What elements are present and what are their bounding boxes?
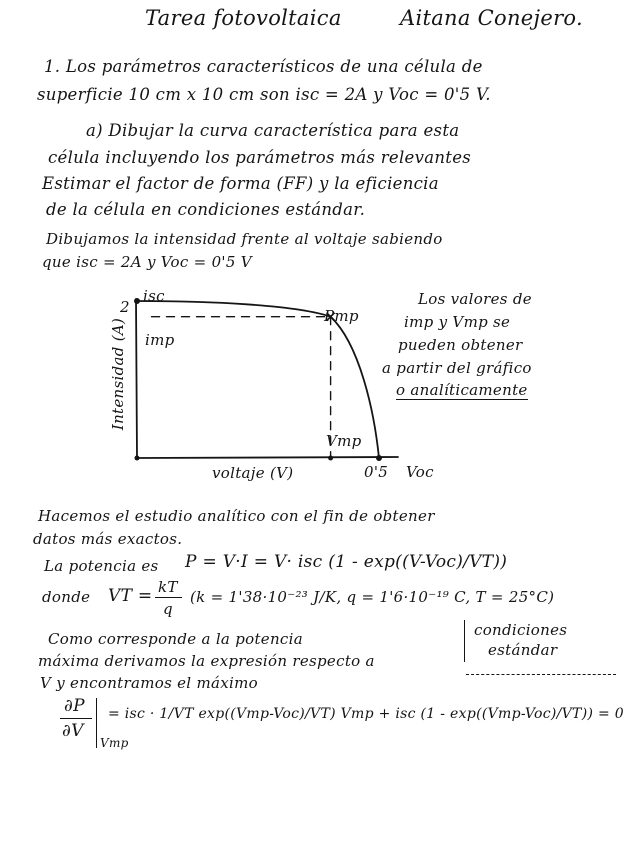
derivative-rhs: = isc · 1/VT exp((Vmp-Voc)/VT) Vmp + isc (1 - exp((Vmp-Voc)/VT)) = 0	[108, 706, 624, 722]
derivative-fraction-bar	[60, 718, 92, 719]
vt-fraction-bar	[155, 597, 182, 598]
x-axis-label: voltaje (V)	[212, 464, 294, 482]
max-power-line-1: Como corresponde a la potencia	[48, 630, 303, 648]
max-power-line-2: máxima derivamos la expresión respecto a	[38, 652, 375, 670]
problem-line-1: 1. Los parámetros característicos de una célula de	[44, 57, 483, 76]
part-a-line-3: Estimar el factor de forma (FF) y la eficiencia	[42, 174, 439, 193]
where-prefix: donde	[42, 588, 91, 606]
side-note-line-4: a partir del gráfico	[382, 359, 532, 377]
analysis-line-2: datos más exactos.	[33, 530, 183, 548]
problem-line-2: superficie 10 cm x 10 cm son isc = 2A y Voc = 0'5 V.	[37, 85, 491, 104]
standard-note-line-1: condiciones	[474, 621, 568, 639]
side-note-line-2: imp y Vmp se	[404, 313, 511, 331]
standard-note-dashes	[466, 674, 616, 675]
x-axis-line	[137, 457, 398, 458]
vmp-label: Vmp	[326, 432, 362, 450]
derivative-eval-bar	[96, 698, 97, 748]
y-axis-line	[136, 299, 137, 458]
max-power-line-3: V y encontramos el máximo	[40, 674, 258, 692]
vt-lhs: VT =	[108, 586, 153, 606]
vt-constants: (k = 1'38·10⁻²³ J/K, q = 1'6·10⁻¹⁹ C, T = 25°C)	[190, 588, 555, 606]
isc-point	[134, 298, 140, 304]
side-note-line-1: Los valores de	[418, 290, 532, 308]
standard-note-line-2: estándar	[488, 641, 558, 659]
analysis-line-1: Hacemos el estudio analítico con el fin de obtener	[38, 507, 435, 525]
title: Tarea fotovoltaica	[145, 6, 342, 30]
vt-numerator: kT	[158, 578, 178, 596]
part-a-line-1: a) Dibujar la curva característica para esta	[86, 121, 460, 140]
y-tick-label: 2	[120, 298, 130, 316]
x-end-label: Voc	[406, 463, 434, 481]
side-note-line-5: o analíticamente	[396, 381, 528, 399]
pmp-label: Pmp	[324, 307, 359, 325]
standard-note-bar	[464, 620, 465, 662]
part-a-line-2: célula incluyendo los parámetros más relevantes	[48, 148, 472, 167]
derivative-lhs-num: ∂P	[64, 696, 85, 716]
part-a-line-4: de la célula en condiciones estándar.	[46, 200, 366, 219]
vmp-point	[328, 456, 333, 461]
derivative-lhs-den: ∂V	[62, 721, 84, 741]
derivative-lhs-sub: Vmp	[100, 736, 129, 750]
y-axis-label: Intensidad (A)	[109, 317, 128, 431]
y-top-label: isc	[143, 287, 165, 305]
author-name: Aitana Conejero.	[400, 6, 583, 30]
side-note-line-3: pueden obtener	[398, 336, 523, 354]
imp-label: imp	[145, 331, 175, 349]
intro-line-2: que isc = 2A y Voc = 0'5 V	[42, 253, 252, 271]
power-equation: P = V·I = V· isc (1 - exp((V-Voc)/VT))	[185, 552, 508, 572]
voc-point	[376, 455, 382, 461]
origin-point	[135, 456, 140, 461]
vt-denominator: q	[163, 600, 173, 618]
x-tick-label: 0'5	[364, 463, 389, 481]
power-prefix: La potencia es	[44, 557, 159, 575]
intro-line-1: Dibujamos la intensidad frente al voltaje sabiendo	[46, 230, 443, 248]
